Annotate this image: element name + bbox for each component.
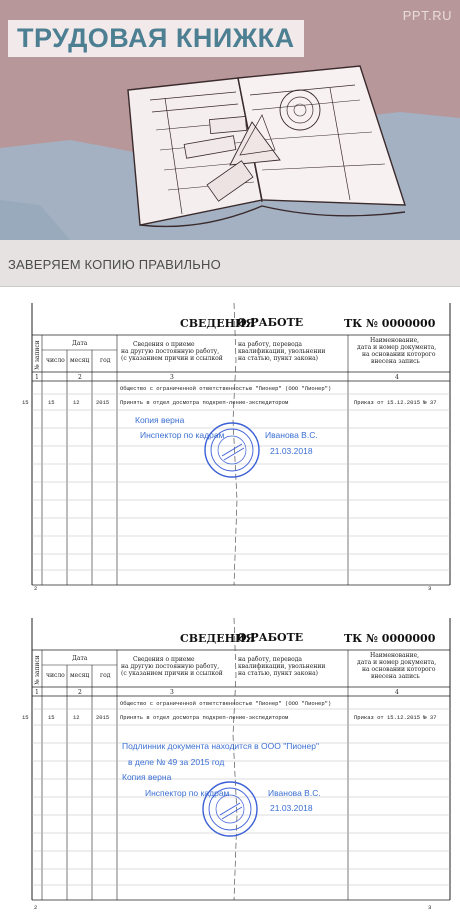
subtitle: ЗАВЕРЯЕМ КОПИЮ ПРАВИЛЬНО xyxy=(8,257,221,272)
page-right-2: 3 xyxy=(428,904,432,911)
col-doc-l2-2: на основании которого xyxy=(362,666,436,673)
col-info-l2-2: (с указанием причин и ссылкой xyxy=(121,670,223,677)
certify-date: 21.03.2018 xyxy=(270,446,313,456)
entry-year: 2015 xyxy=(96,399,110,406)
heading-right-2: О РАБОТЕ xyxy=(237,631,304,644)
spread-2-rows xyxy=(32,709,450,885)
entry-no-2: 15 xyxy=(22,714,29,721)
entry-doc: Приказ от 15.12.2015 № 37 xyxy=(354,399,437,406)
entry-day-2: 15 xyxy=(48,714,55,721)
heading-left: СВЕДЕНИЯ xyxy=(180,317,256,330)
seal-stamp-2 xyxy=(203,782,257,836)
workbook-spread-1 xyxy=(0,300,460,600)
col-day-header: число xyxy=(46,357,65,364)
org-line: Общество с ограниченной ответственностью "Пионер" (ООО "Пионер") xyxy=(120,385,332,392)
copy-verified-2: Копия верна xyxy=(122,772,172,782)
col-date-header: Дата xyxy=(72,340,88,347)
col-idx-1: 1 xyxy=(35,374,39,381)
tk-label-2: ТК xyxy=(344,632,363,645)
hero-banner xyxy=(0,0,460,240)
col-date-header-2: Дата xyxy=(72,655,88,662)
col-doc-l1-2: дата и номер документа, xyxy=(357,659,437,666)
workbook-spread-2 xyxy=(0,615,460,915)
col-no-header-2: № записи xyxy=(34,655,41,685)
col-idx-1-2: 1 xyxy=(35,689,39,696)
entry-text: Принять в отдел досмотра подкреп-ление-экспедитором xyxy=(120,399,289,406)
book-number-2: № 0000000 xyxy=(366,632,436,645)
inspector-name-2: Иванова В.С. xyxy=(268,788,321,798)
col-doc-l1: дата и номер документа, xyxy=(357,344,437,351)
heading-left-2: СВЕДЕНИЯ xyxy=(180,632,256,645)
col-year-header-2: год xyxy=(100,672,111,679)
col-idx-3: 3 xyxy=(170,374,174,381)
entry-day: 15 xyxy=(48,399,55,406)
entry-month: 12 xyxy=(73,399,80,406)
entry-no: 15 xyxy=(22,399,29,406)
col-day-header-2: число xyxy=(46,672,65,679)
col-doc-l3-2: внесена запись xyxy=(371,673,420,680)
col-info-l1: на другую постоянную работу, xyxy=(121,348,220,355)
org-line-2: Общество с ограниченной ответственностью "Пионер" (ООО "Пионер") xyxy=(120,700,332,707)
entry-doc-2: Приказ от 15.12.2015 № 37 xyxy=(354,714,437,721)
entry-year-2: 2015 xyxy=(96,714,110,721)
col-info-r2: на статью, пункт закона) xyxy=(238,355,318,362)
col-info-r0: на работу, перевода xyxy=(238,341,302,348)
col-idx-4-2: 4 xyxy=(395,689,399,696)
col-idx-2: 2 xyxy=(78,374,82,381)
book-number: № 0000000 xyxy=(366,317,436,330)
page-left-2: 2 xyxy=(34,904,38,911)
certify-date-2: 21.03.2018 xyxy=(270,803,313,813)
entry-text-2: Принять в отдел досмотра подкреп-ление-экспедитором xyxy=(120,714,289,721)
col-doc-l0-2: Наименование, xyxy=(370,652,420,659)
col-month-header-2: месяц xyxy=(70,672,90,679)
col-info-r2-2: на статью, пункт закона) xyxy=(238,670,318,677)
col-doc-l2: на основании которого xyxy=(362,351,436,358)
col-doc-l0: Наименование, xyxy=(370,337,420,344)
col-info-l0: Сведения о приеме xyxy=(133,341,195,348)
inspector-title: Инспектор по кадрам xyxy=(140,430,225,440)
page-right: 3 xyxy=(428,585,432,592)
spread-1-rows xyxy=(32,394,450,570)
subtitle-bar xyxy=(0,240,460,287)
col-no-header: № записи xyxy=(34,340,41,370)
seal-stamp xyxy=(205,423,259,477)
brand-logo: PPT.RU xyxy=(402,8,452,23)
inspector-title-2: Инспектор по кадрам xyxy=(145,788,230,798)
case-number: в деле № 49 за 2015 год xyxy=(128,757,225,767)
col-info-r1: квалификации, увольнении xyxy=(238,348,326,355)
copy-verified: Копия верна xyxy=(135,415,185,425)
col-info-r1-2: квалификации, увольнении xyxy=(238,663,326,670)
col-info-l2: (с указанием причин и ссылкой xyxy=(121,355,223,362)
heading-right: О РАБОТЕ xyxy=(237,316,304,329)
entry-month-2: 12 xyxy=(73,714,80,721)
col-idx-2-2: 2 xyxy=(78,689,82,696)
col-doc-l3: внесена запись xyxy=(371,358,420,365)
tk-label: ТК xyxy=(344,317,363,330)
page-left: 2 xyxy=(34,585,38,592)
col-info-l0-2: Сведения о приеме xyxy=(133,656,195,663)
col-info-r0-2: на работу, перевода xyxy=(238,656,302,663)
col-info-l1-2: на другую постоянную работу, xyxy=(121,663,220,670)
col-year-header: год xyxy=(100,357,111,364)
col-idx-3-2: 3 xyxy=(170,689,174,696)
col-idx-4: 4 xyxy=(395,374,399,381)
col-month-header: месяц xyxy=(70,357,90,364)
original-location: Подлинник документа находится в ООО "Пионер" xyxy=(122,741,320,751)
inspector-name: Иванова В.С. xyxy=(265,430,318,440)
page-title: ТРУДОВАЯ КНИЖКА xyxy=(8,20,304,57)
